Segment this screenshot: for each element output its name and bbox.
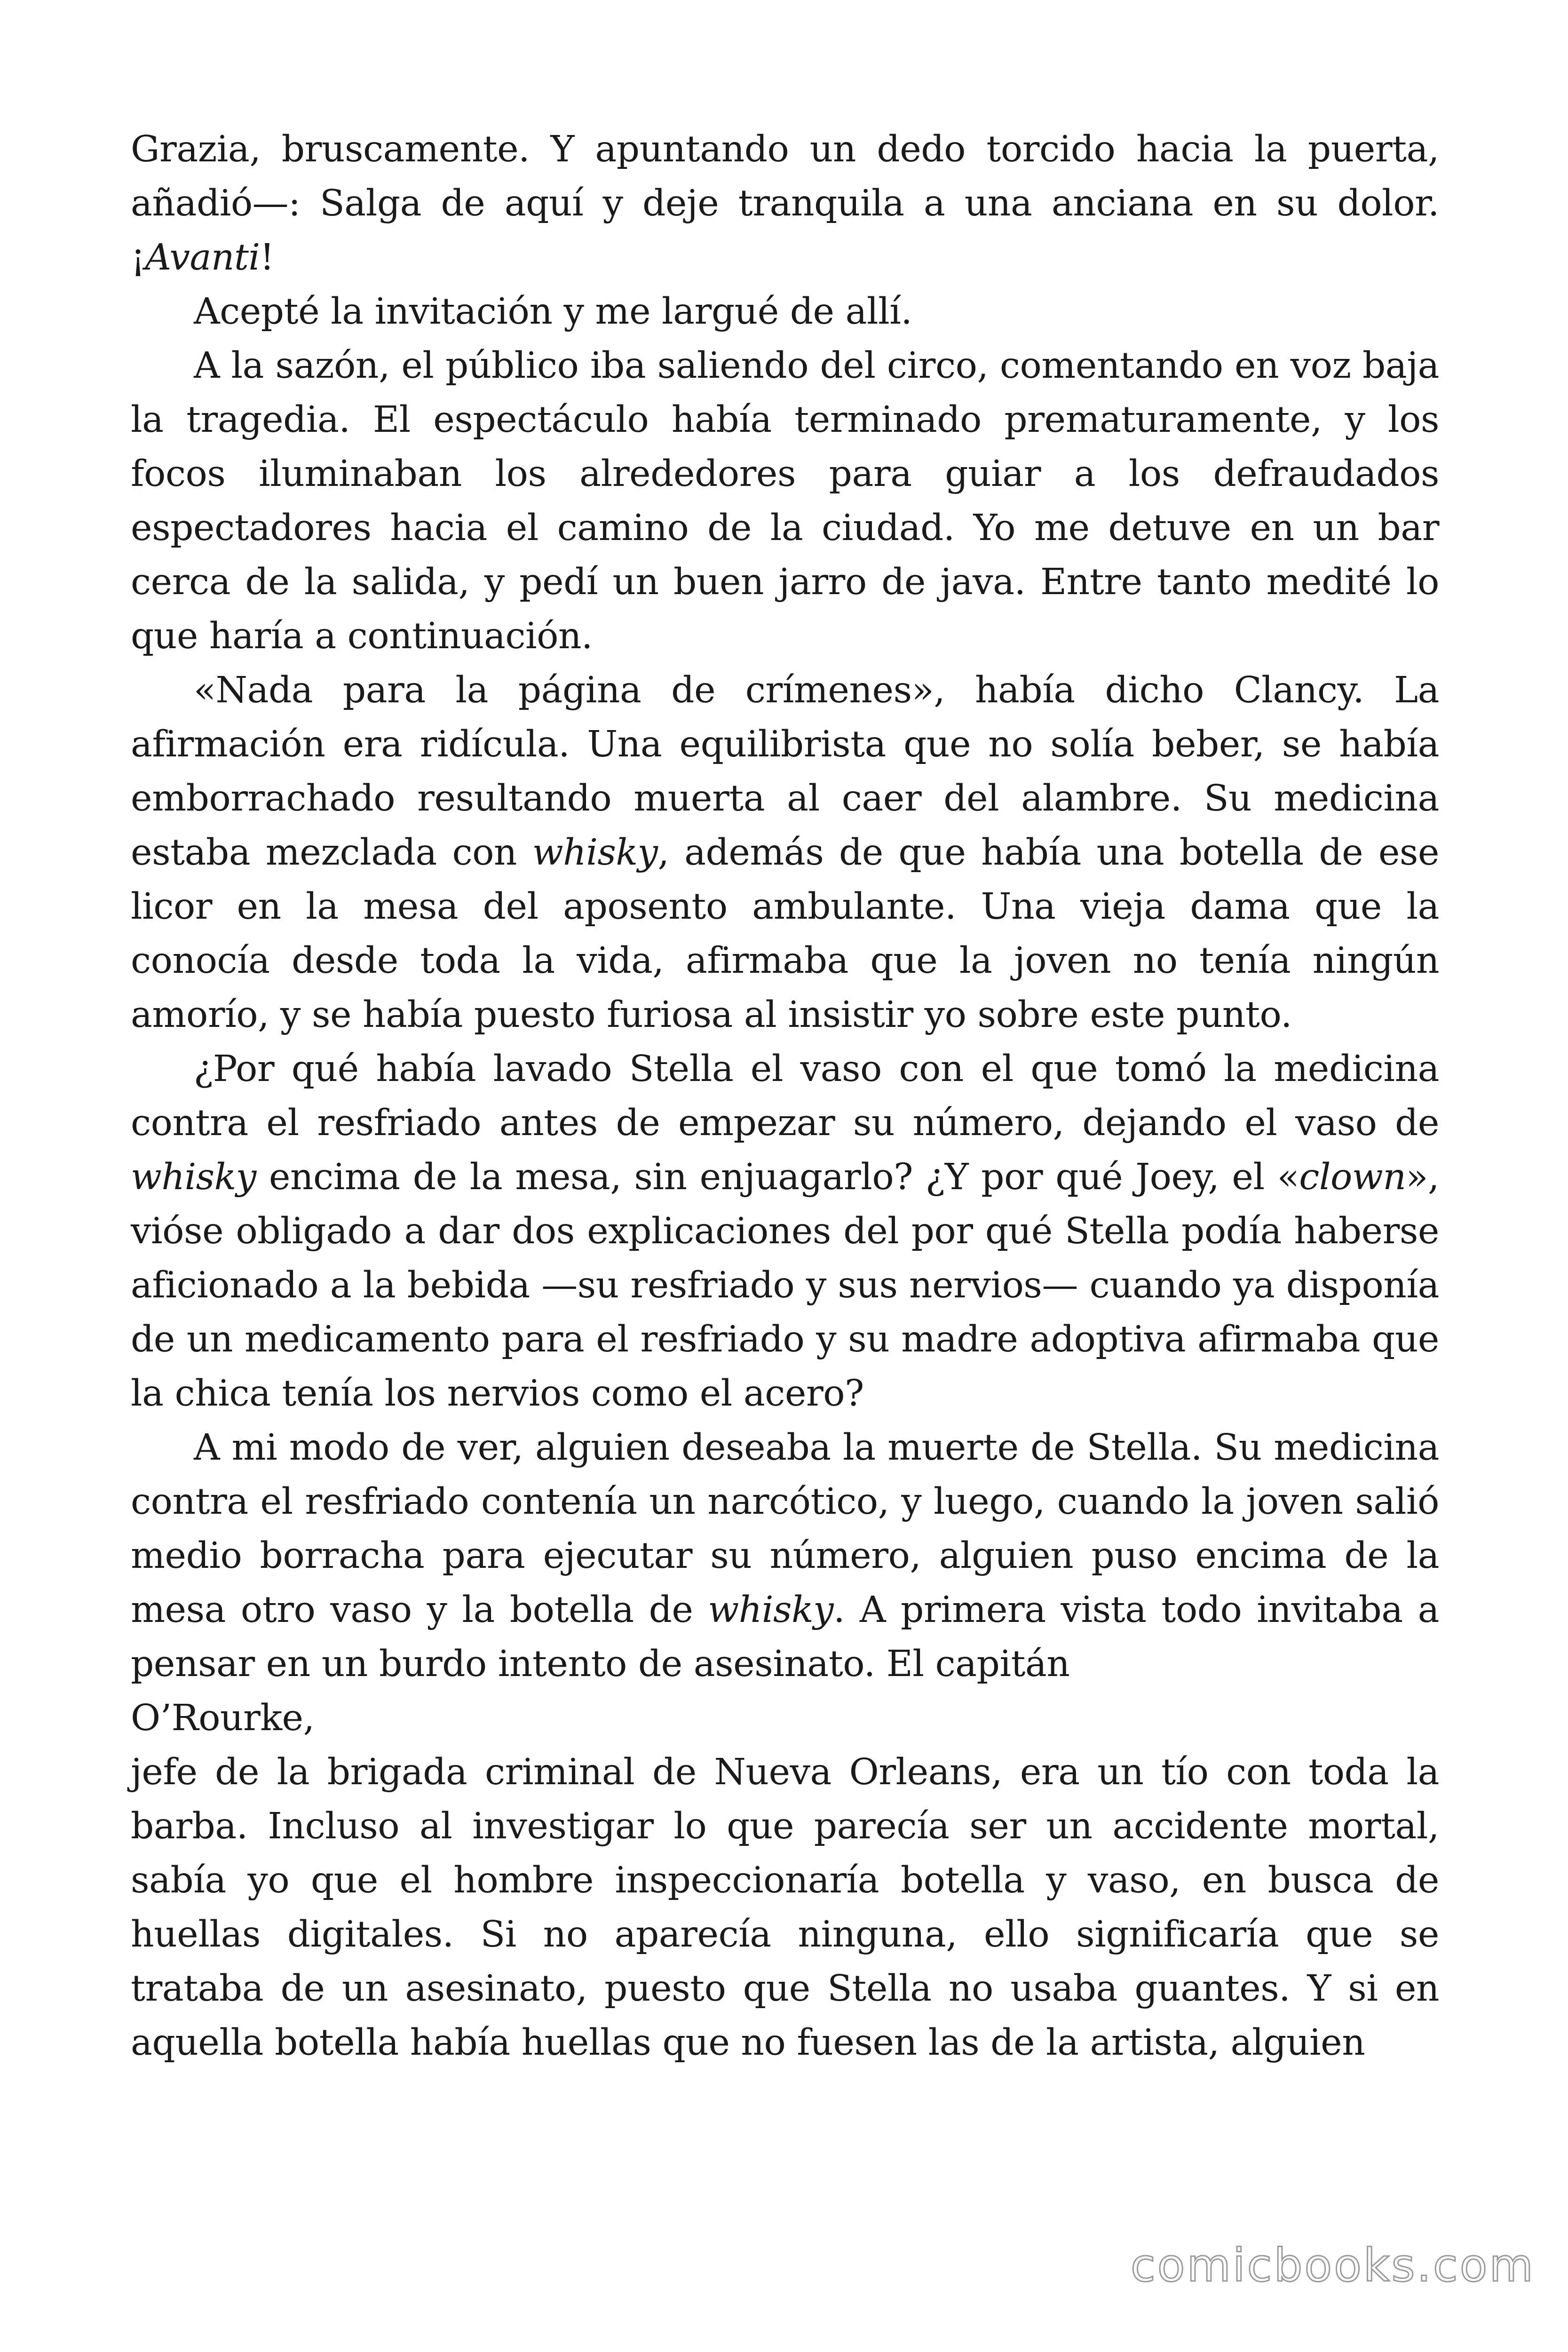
text-span: O’Rourke, — [131, 1697, 315, 1739]
text-span: . A primera vista todo invitaba a pensar en un burdo intento de asesinato. El capitán — [131, 1589, 1439, 1685]
text-span: Grazia, bruscamente. Y apuntando un dedo torcido hacia la puerta, añadió—: Salga de aquí y deje tranquila a una anciana en su dolor. ¡ — [131, 128, 1439, 278]
italic-text-span: Avanti — [145, 237, 260, 278]
italic-text-span: whisky — [708, 1589, 834, 1631]
italic-text-span: whisky — [532, 832, 658, 874]
text-span: A mi modo de ver, alguien deseaba la muerte de Stella. Su medicina contra el resfriado contenía un narcótico, y luego, cuando la joven salió medio borracha para ejecutar su número, alguien puso encima de la mesa otro vaso y la botella de — [131, 1427, 1439, 1631]
italic-text-span: whisky — [131, 1156, 256, 1198]
italic-text-span: clown — [1299, 1156, 1406, 1198]
page-body — [131, 122, 1439, 2070]
paragraph — [131, 339, 1439, 663]
paragraph — [131, 1421, 1439, 1691]
text-span: Acepté la invitación y me largué de allí. — [194, 291, 912, 333]
paragraph — [131, 1042, 1439, 1421]
paragraph — [131, 1745, 1439, 2070]
text-span: ! — [260, 237, 274, 278]
paragraph — [131, 663, 1439, 1042]
text-span: A la sazón, el público iba saliendo del circo, comentando en voz baja la tragedia. El espectáculo había terminado prematuramente, y los focos iluminaban los alrededores para guiar a los defraudados espectadores hacia el camino de la ciudad. Yo me detuve en un bar cerca de la salida, y pedí un buen jarro de java. Entre tanto medité lo que haría a continuación. — [131, 345, 1439, 657]
text-span: encima de la mesa, sin enjuagarlo? ¿Y por qué Joey, el « — [256, 1156, 1299, 1198]
text-span: », vióse obligado a dar dos explicaciones del por qué Stella podía haberse aficionado a la bebida —su resfriado y sus nervios— cuando ya disponía de un medicamento para el resfriado y su madre adoptiva afirmaba que la chica tenía los nervios como el acero? — [131, 1156, 1439, 1414]
text-span: , además de que había una botella de ese licor en la mesa del aposento ambulante. Una vieja dama que la conocía desde toda la vida, afirmaba que la joven no tenía ningún amorío, y se había puesto furiosa al insistir yo sobre este punto. — [131, 832, 1439, 1036]
paragraph — [131, 122, 1439, 285]
text-span: «Nada para la página de crímenes», había dicho Clancy. La afirmación era ridícula. Una equilibrista que no solía beber, se había emborrachado resultando muerta al caer del alambre. Su medicina estaba mezclada con — [131, 669, 1439, 874]
paragraph — [131, 285, 1439, 339]
text-span: jefe de la brigada criminal de Nueva Orleans, era un tío con toda la barba. Incluso al investigar lo que parecía ser un accidente mortal, sabía yo que el hombre inspeccionaría botella y vaso, en busca de huellas digitales. Si no aparecía ninguna, ello significaría que se trataba de un asesinato, puesto que Stella no usaba guantes. Y si en aquella botella había huellas que no fuesen las de la artista, alguien — [131, 1751, 1439, 2064]
paragraph — [131, 1691, 1439, 1745]
text-span: ¿Por qué había lavado Stella el vaso con el que tomó la medicina contra el resfriado antes de empezar su número, dejando el vaso de — [131, 1048, 1439, 1144]
watermark-logo: comicbooks.com — [1130, 2239, 1535, 2292]
